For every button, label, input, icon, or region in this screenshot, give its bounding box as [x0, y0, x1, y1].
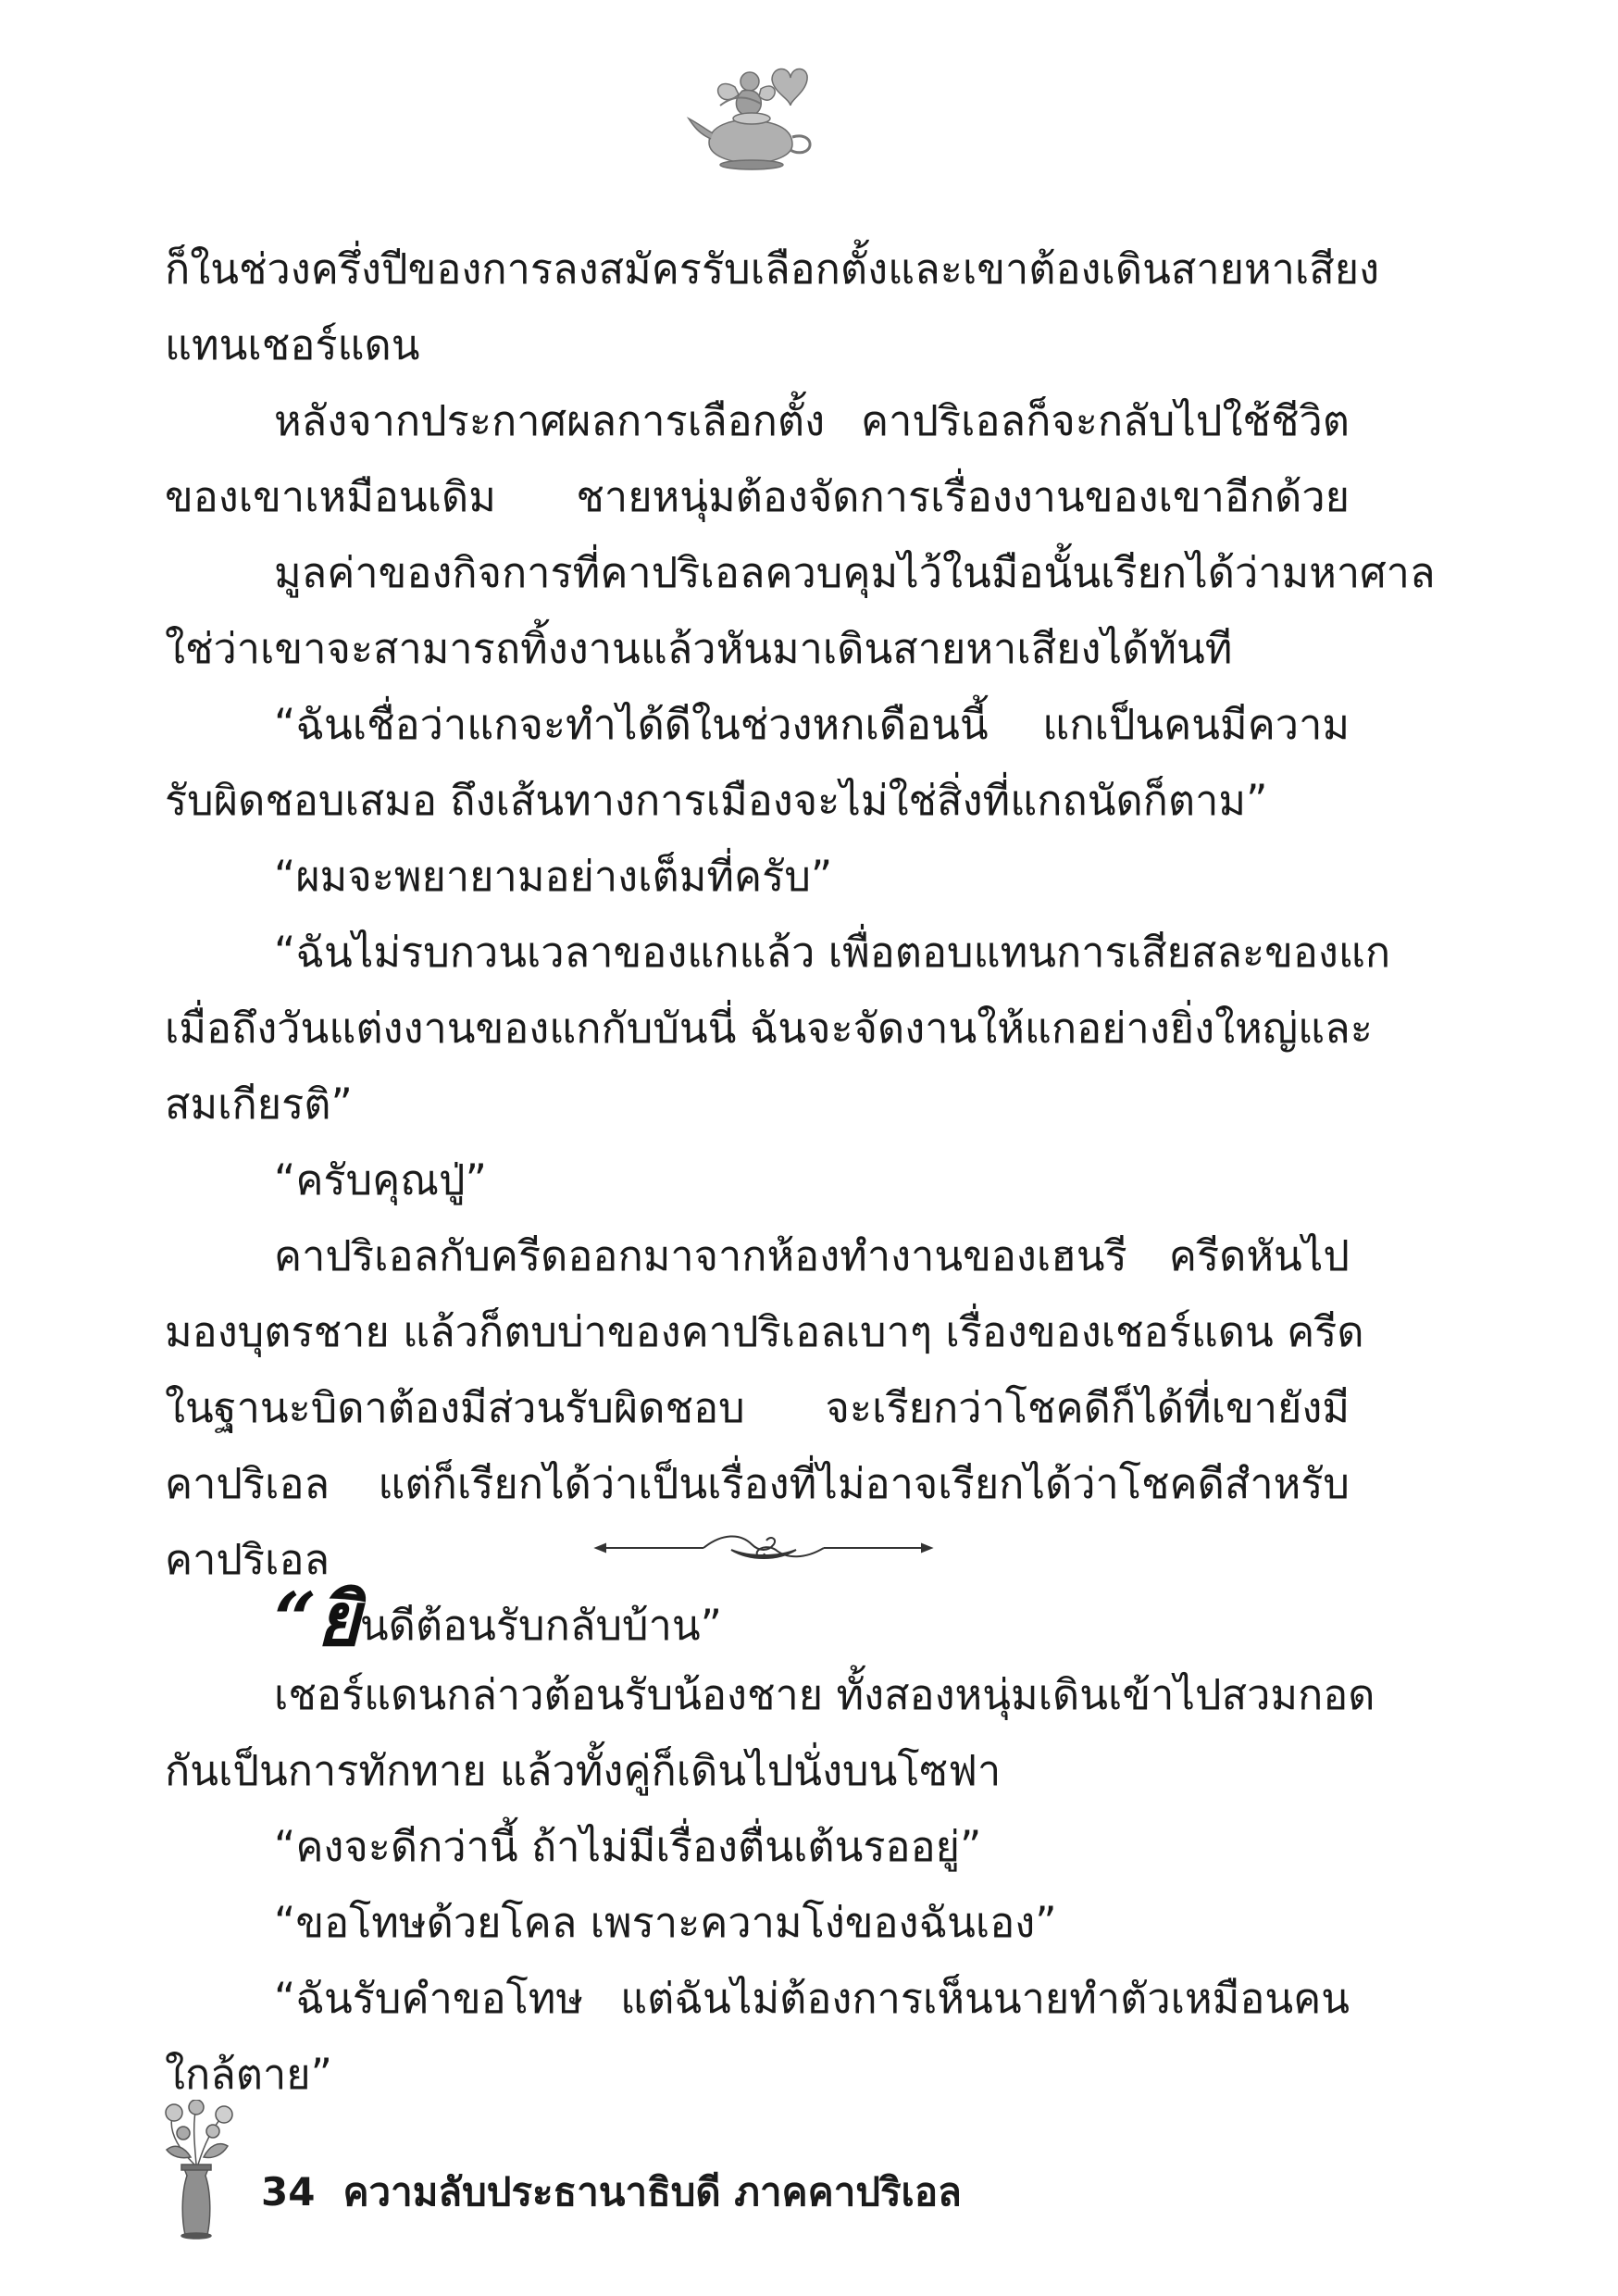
text-line: หลังจากประกาศผลการเลือกตั้ง คาปริเอลก็จะกลับไปใช้ชีวิต — [274, 396, 1350, 445]
text-line: “ฉันรับคำขอโทษ แต่ฉันไม่ต้องการเห็นนายทำตัวเหมือนคน — [274, 1974, 1350, 2023]
text-line: คาปริเอลกับครีดออกมาจากห้องทำงานของเฮนรี ครีดหันไป — [274, 1231, 1350, 1280]
text-line: ของเขาเหมือนเดิม ชายหนุ่มต้องจัดการเรื่องงานของเขาอีกด้วย — [165, 472, 1350, 521]
text-block-bottom-lines — [165, 1657, 1375, 2113]
text-block-top — [165, 231, 1436, 1598]
text-line: กันเป็นการทักทาย แล้วทั้งคู่ก็เดินไปนั่งบนโซฟา — [165, 1746, 1002, 1795]
text-line: รับผิดชอบเสมอ ถึงเส้นทางการเมืองจะไม่ใช่สิ่งที่แกถนัดก็ตาม” — [165, 776, 1268, 825]
text-line: “ผมจะพยายามอย่างเต็มที่ครับ” — [274, 852, 833, 901]
flower-vase-icon — [157, 2100, 235, 2240]
text-line: ในฐานะบิดาต้องมีส่วนรับผิดชอบ จะเรียกว่าโชคดีก็ได้ที่เขายังมี — [165, 1383, 1350, 1432]
section-opening-line — [165, 1576, 1350, 1663]
text-line: แทนเชอร์แดน — [165, 320, 420, 369]
text-line: ก็ในช่วงครึ่งปีของการลงสมัครรับเลือกตั้งและเขาต้องเดินสายหาเสียง — [165, 244, 1380, 293]
text-line: คาปริเอล แต่ก็เรียกได้ว่าเป็นเรื่องที่ไม่อาจเรียกได้ว่าโชคดีสำหรับ — [165, 1459, 1350, 1508]
page-number: 34 — [261, 2169, 316, 2215]
text-line: “ขอโทษด้วยโคล เพราะความโง่ของฉันเอง” — [274, 1898, 1057, 1947]
text-line: สมเกียรติ” — [165, 1079, 353, 1129]
text-line: เชอร์แดนกล่าวต้อนรับน้องชาย ทั้งสองหนุ่มเดินเข้าไปสวมกอด — [274, 1670, 1375, 1719]
text-line: เมื่อถึงวันแต่งงานของแกกับบันนี่ ฉันจะจัดงานให้แกอย่างยิ่งใหญ่และ — [165, 1004, 1373, 1053]
text-line: “ครับคุณปู่” — [274, 1155, 487, 1204]
text-line: “ฉันเชื่อว่าแกจะทำได้ดีในช่วงหกเดือนนี้ แกเป็นคนมีความ — [274, 700, 1350, 749]
text-line: “ฉันไม่รบกวนเวลาของแกแล้ว เพื่อตอบแทนการเสียสละของแก — [274, 928, 1391, 977]
text-line: มองบุตรชาย แล้วก็ตบบ่าของคาปริเอลเบาๆ เรื่องของเชอร์แดน ครีด — [165, 1307, 1364, 1356]
text-line: คาปริเอล — [165, 1535, 330, 1584]
text-line: ใช่ว่าเขาจะสามารถทิ้งงานแล้วหันมาเดินสายหาเสียงได้ทันที — [165, 624, 1233, 673]
cupid-teapot-ornament-icon — [683, 54, 822, 174]
text-block-bottom — [165, 1576, 1375, 2113]
book-title: ความลับประธานาธิบดี ภาคคาปริเอล — [342, 2169, 962, 2215]
dropcap-letter: “ยิ — [274, 1576, 360, 1663]
page-footer — [261, 2165, 962, 2220]
text-line: “คงจะดีกว่านี้ ถ้าไม่มีเรื่องตื่นเต้นรออยู่” — [274, 1822, 982, 1871]
text-line: มูลค่าของกิจการที่คาปริเอลควบคุมไว้ในมือนั้นเรียกได้ว่ามหาศาล — [274, 548, 1436, 597]
flourish-divider-icon — [592, 1529, 935, 1566]
section-opening-text: นดีต้อนรับกลับบ้าน” — [359, 1601, 722, 1650]
text-line: ใกล้ตาย” — [165, 2050, 332, 2099]
